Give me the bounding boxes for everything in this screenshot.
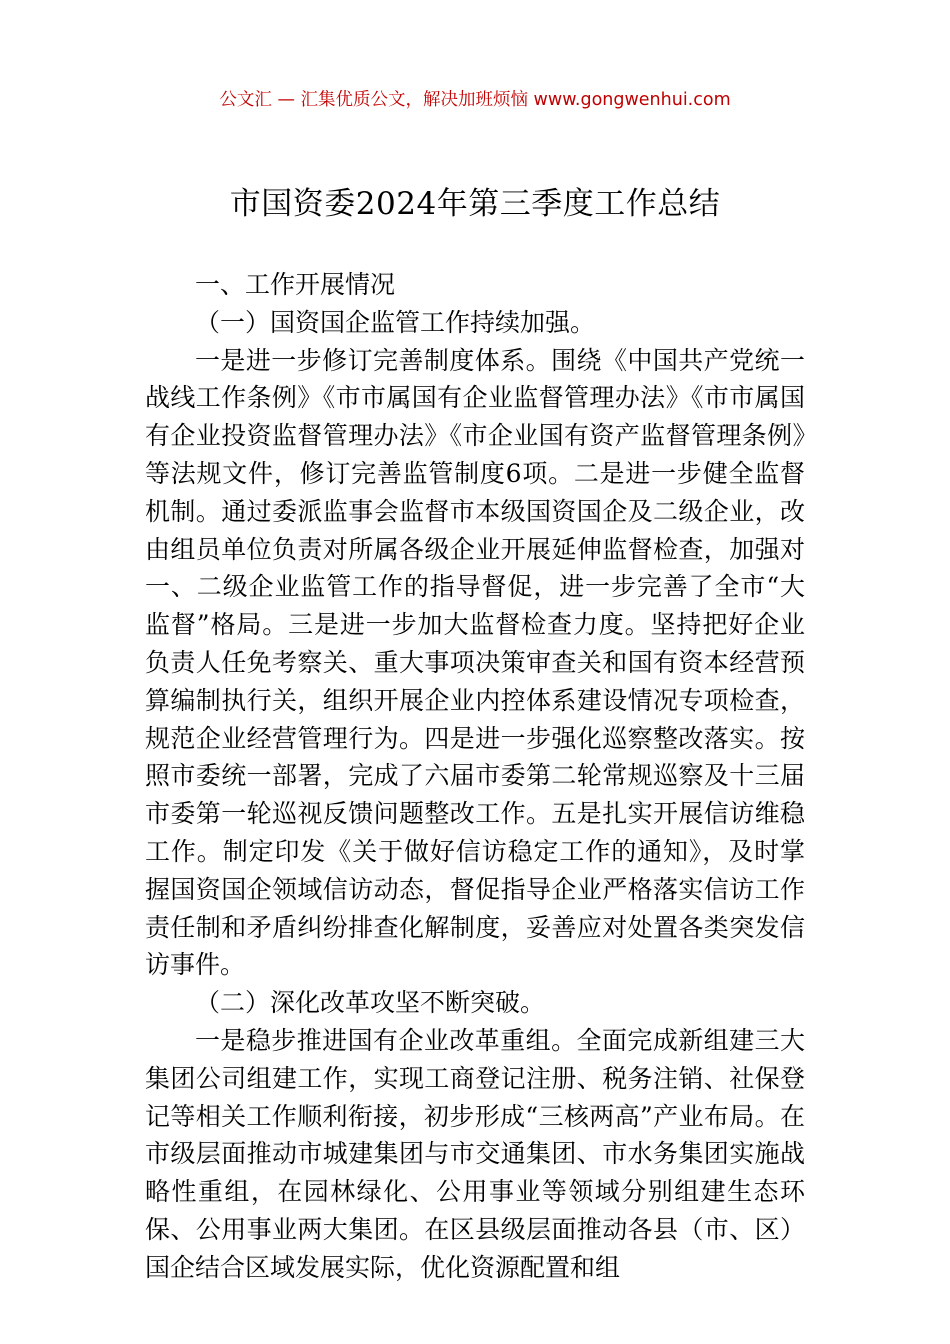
document-body xyxy=(145,266,805,1287)
subsection-heading: （一）国资国企监管工作持续加强。 xyxy=(195,307,596,337)
body-paragraph: 一是稳步推进国有企业改革重组。全面完成新组建三大集团公司组建工作，实现工商登记注册、税务注销、社保登记等相关工作顺利衔接，初步形成“三核两高”产业布局。在市级层面推动市城建集团与市交通集团、市水务集团实施战略性重组，在园林绿化、公用事业等领域分别组建生态环保、公用事业两大集团。在区县级层面推动各县（市、区）国企结合区域发展实际，优化资源配置和组 xyxy=(145,1025,805,1282)
document-title: 市国资委2024年第三季度工作总结 xyxy=(229,186,721,222)
body-paragraph: 一是进一步修订完善制度体系。围绕《中国共产党统一战线工作条例》《市市属国有企业监督管理办法》《市市属国有企业投资监督管理办法》《市企业国有资产监督管理条例》等法规文件，修订完善监管制度6项。二是进一步健全监督机制。通过委派监事会监督市本级国资国企及二级企业，改由组员单位负责对所属各级企业开展延伸监督检查，加强对一、二级企业监管工作的指导督促，进一步完善了全市“大监督”格局。三是进一步加大监督检查力度。坚持把好企业负责人任免考察关、重大事项决策审查关和国有资本经营预算编制执行关，组织开展企业内控体系建设情况专项检查，规范企业经营管理行为。四是进一步强化巡察整改落实。按照市委统一部署，完成了六届市委第二轮常规巡察及十三届市委第一轮巡视反馈问题整改工作。五是扎实开展信访维稳工作。制定印发《关于做好信访稳定工作的通知》，及时掌握国资国企领域信访动态，督促指导企业严格落实信访工作责任制和矛盾纠纷排查化解制度，妥善应对处置各类突发信访事件。 xyxy=(145,345,805,980)
site-banner: 公文汇 — 汇集优质公文，解决加班烦恼 www.gongwenhui.com xyxy=(219,90,731,110)
subsection-heading: （二）深化改革攻坚不断突破。 xyxy=(195,988,546,1018)
section-heading: 一、工作开展情况 xyxy=(195,270,396,299)
